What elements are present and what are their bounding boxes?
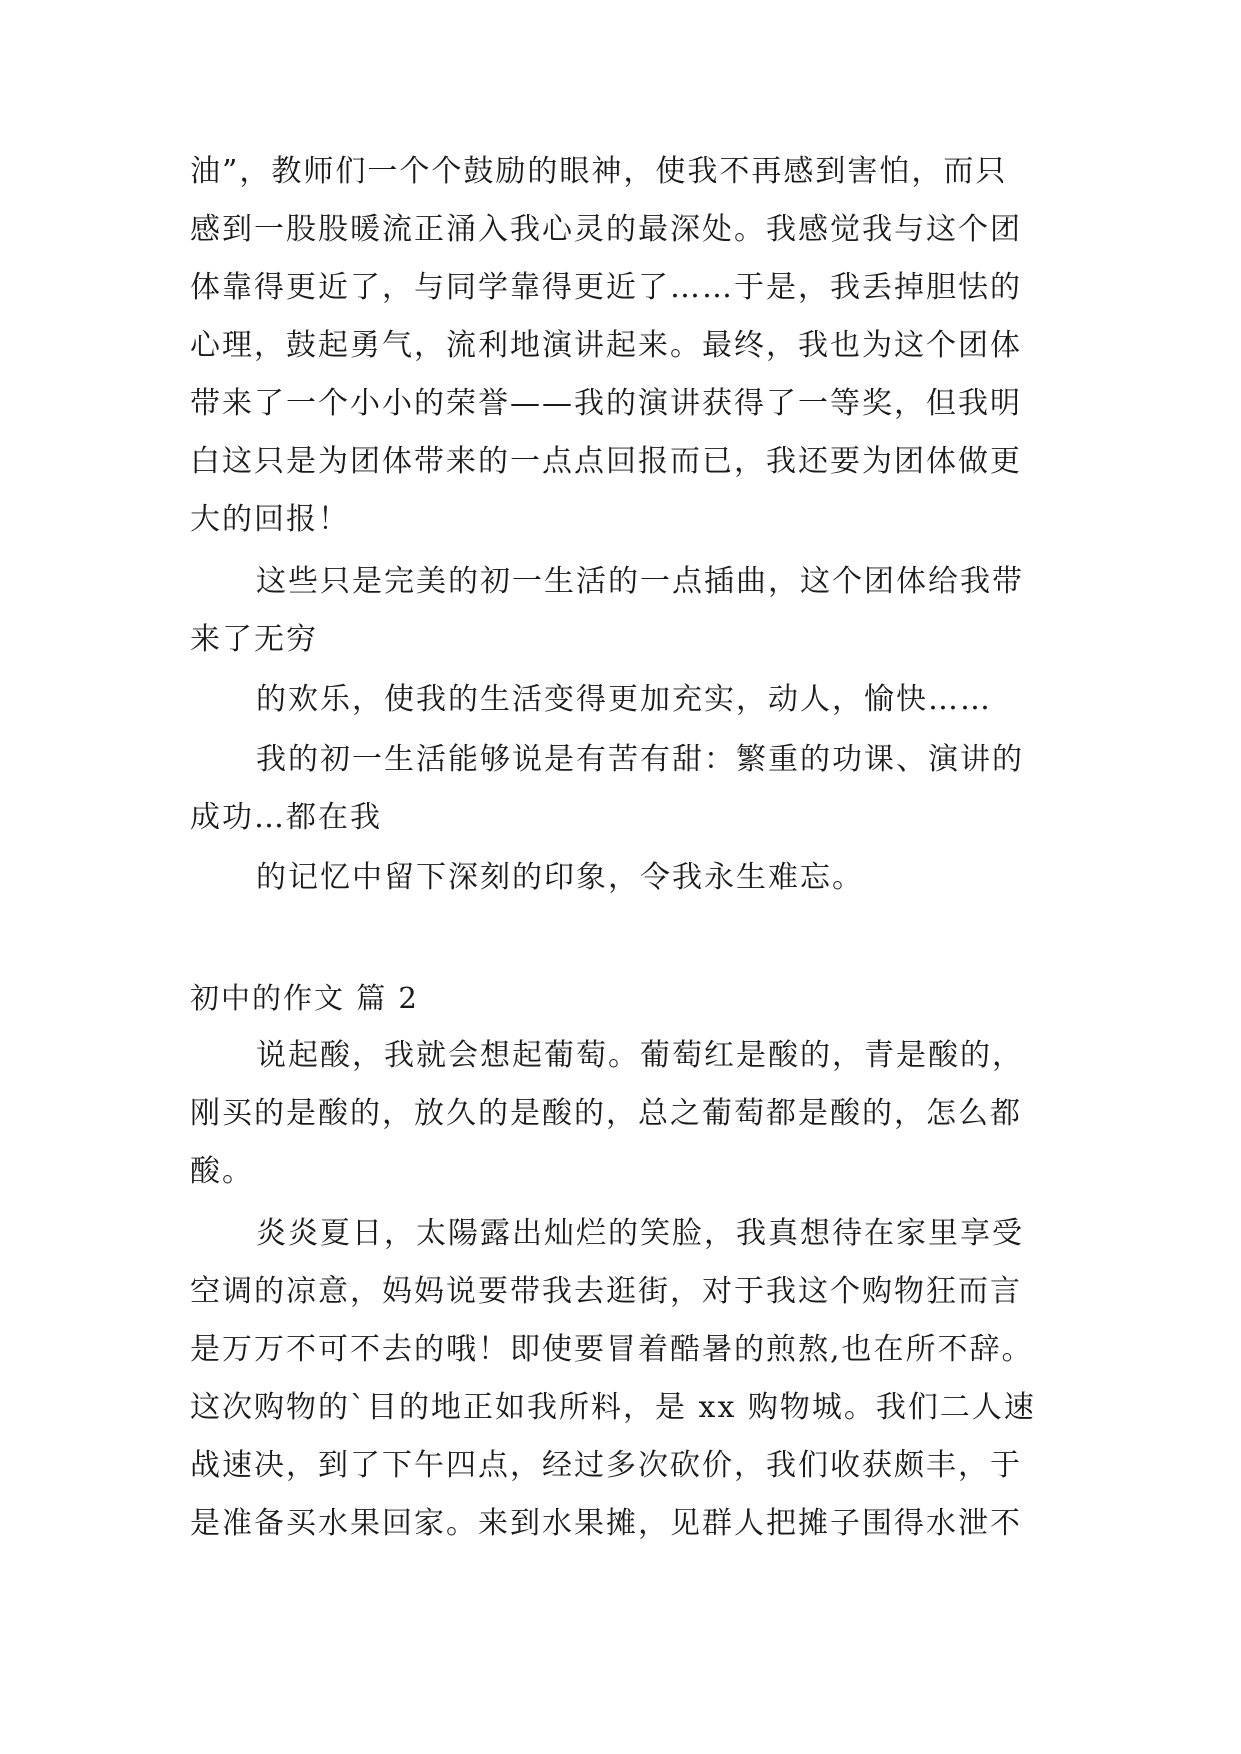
paragraph-line: 来了无穷	[190, 622, 318, 657]
paragraph-line: 白这只是为团体带来的一点点回报而已，我还要为团体做更	[190, 444, 1022, 479]
paragraph-line: 战速决，到了下午四点，经过多次砍价，我们收获颇丰，于	[190, 1448, 1022, 1483]
paragraph-line: 感到一股股暖流正涌入我心灵的最深处。我感觉我与这个团	[190, 212, 1022, 247]
paragraph-line: 成功…都在我	[190, 800, 382, 835]
paragraph-line: 心理，鼓起勇气，流利地演讲起来。最终，我也为这个团体	[190, 328, 1022, 363]
paragraph-line: 说起酸，我就会想起葡萄。葡萄红是酸的，青是酸的，	[256, 1038, 1024, 1073]
paragraph-line: 是万万不可不去的哦！即使要冒着酷暑的煎熬,也在所不辞。	[190, 1332, 1034, 1367]
paragraph-line: 是准备买水果回家。来到水果摊，见群人把摊子围得水泄不	[190, 1506, 1022, 1541]
paragraph-line: 刚买的是酸的，放久的是酸的，总之葡萄都是酸的，怎么都	[190, 1096, 1022, 1131]
paragraph-line: 的记忆中留下深刻的印象，令我永生难忘。	[256, 860, 864, 895]
paragraph-line: 体靠得更近了，与同学靠得更近了……于是，我丢掉胆怯的	[190, 270, 1022, 305]
section-title: 初中的作文 篇 2	[190, 981, 419, 1015]
paragraph-line: 我的初一生活能够说是有苦有甜：繁重的功课、演讲的	[256, 742, 1024, 777]
paragraph-line: 这些只是完美的初一生活的一点插曲，这个团体给我带	[256, 564, 1024, 599]
paragraph-line: 炎炎夏日，太陽露出灿烂的笑脸，我真想待在家里享受	[256, 1216, 1024, 1251]
paragraph-line: 大的回报！	[190, 502, 350, 537]
paragraph-line: 这次购物的`目的地正如我所料，是 xx 购物城。我们二人速	[190, 1390, 1036, 1425]
paragraph-line: 油”，教师们一个个鼓励的眼神，使我不再感到害怕，而只	[190, 154, 1008, 189]
paragraph-line: 空调的凉意，妈妈说要带我去逛街，对于我这个购物狂而言	[190, 1274, 1022, 1309]
paragraph-line: 酸。	[190, 1154, 254, 1189]
paragraph-line: 带来了一个小小的荣誉——我的演讲获得了一等奖，但我明	[190, 386, 1022, 421]
paragraph-line: 的欢乐，使我的生活变得更加充实，动人，愉快……	[256, 682, 992, 717]
